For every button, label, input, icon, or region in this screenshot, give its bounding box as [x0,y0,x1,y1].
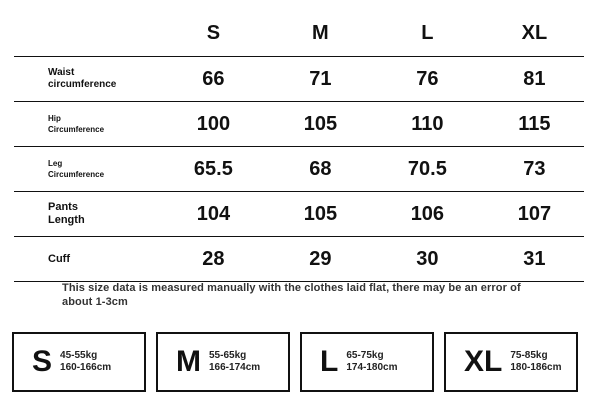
table-cell: 30 [370,237,485,282]
row-label-line: Circumference [48,170,105,179]
table-cell: 81 [485,57,584,102]
size-recommendation-boxes [12,332,588,394]
row-label [14,192,156,237]
row-label-line: Cuff [48,252,70,265]
size-header: L [370,10,485,57]
table-row [14,237,584,282]
table-cell: 70.5 [370,147,485,192]
row-label-line: Waist [48,67,75,78]
size-letter: XL [464,345,503,378]
size-letter: M [176,345,201,378]
row-label-line: circumference [48,79,117,90]
height-range: 166-174cm [209,362,261,373]
row-label-line: Circumference [48,125,105,134]
table-cell: 105 [271,192,370,237]
height-range: 174-180cm [346,362,398,373]
row-label-line: Length [48,214,85,226]
table-cell: 73 [485,147,584,192]
table-cell: 115 [485,102,584,147]
weight-range: 65-75kg [346,350,384,361]
row-label [14,57,156,102]
size-header: M [271,10,370,57]
row-label [14,237,156,282]
table-cell: 107 [485,192,584,237]
size-info [510,350,561,374]
height-range: 180-186cm [510,362,562,373]
table-cell: 104 [156,192,271,237]
size-info [346,350,397,374]
header-row [14,10,584,57]
size-info [209,350,260,374]
row-label [14,102,156,147]
size-info [60,350,111,374]
table-row [14,147,584,192]
table-cell: 66 [156,57,271,102]
table-cell: 106 [370,192,485,237]
table-cell: 31 [485,237,584,282]
header-corner [14,10,156,57]
table-cell: 105 [271,102,370,147]
size-header: S [156,10,271,57]
size-box-xl [444,332,578,392]
table-cell: 76 [370,57,485,102]
weight-range: 55-65kg [209,350,247,361]
table-row [14,57,584,102]
table-row [14,192,584,237]
row-label-line: Pants [48,201,78,213]
size-letter: S [32,345,53,378]
table-cell: 71 [271,57,370,102]
table-cell: 65.5 [156,147,271,192]
size-box-s [12,332,146,392]
size-box-m [156,332,290,392]
size-box-l [300,332,434,392]
row-label-line: Hip [48,114,61,123]
size-letter: L [320,345,339,378]
size-chart-table [14,10,584,282]
table-cell: 28 [156,237,271,282]
size-header: XL [485,10,584,57]
height-range: 160-166cm [60,362,112,373]
table-cell: 29 [271,237,370,282]
table-cell: 110 [370,102,485,147]
measurement-note: This size data is measured manually with the clothes laid flat, there may be an error of about 1-3cm [62,282,521,308]
row-label-line: Leg [48,159,63,168]
weight-range: 45-55kg [60,350,98,361]
weight-range: 75-85kg [510,350,548,361]
table-cell: 68 [271,147,370,192]
table-row [14,102,584,147]
row-label [14,147,156,192]
table-cell: 100 [156,102,271,147]
